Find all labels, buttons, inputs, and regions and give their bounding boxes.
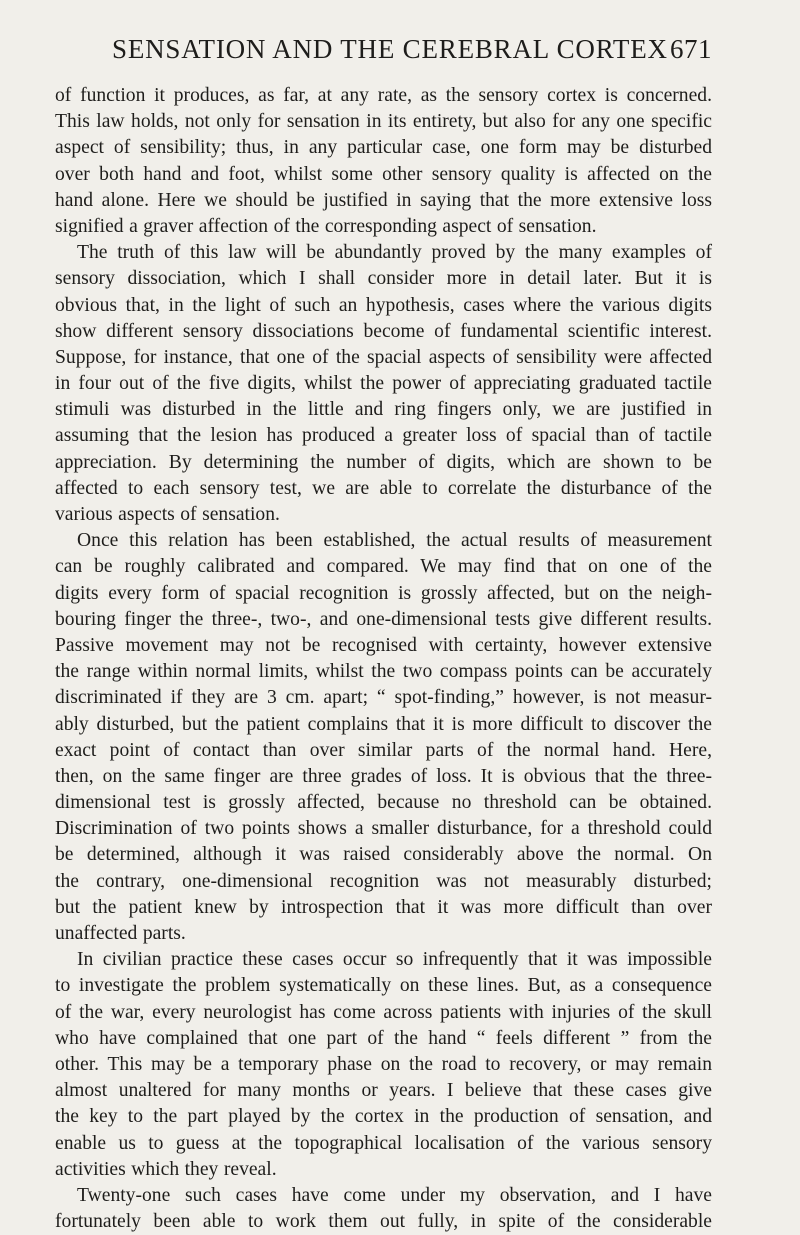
text-line: This law holds, not only for sensation in its entirety, but also for any one specific (55, 111, 712, 133)
text-line: Once this relation has been established, the actual results of measurement (77, 530, 712, 552)
text-line: digits every form of spacial recognition is grossly affected, but on the neigh- (55, 582, 712, 604)
text-line: aspect of sensibility; thus, in any particular case, one form may be disturbed (55, 137, 712, 159)
text-line: affected to each sensory test, we are able to correlate the disturbance of the (55, 477, 712, 499)
text-line: The truth of this law will be abundantly proved by the many examples of (77, 242, 712, 264)
text-line: exact point of contact than over similar parts of the normal hand. Here, (55, 739, 712, 761)
text-line: dimensional test is grossly affected, because no threshold can be obtained. (55, 792, 712, 814)
text-line: unaffected parts. (55, 923, 186, 944)
text-line: then, on the same finger are three grades of loss. It is obvious that the three- (55, 765, 712, 787)
text-line: discriminated if they are 3 cm. apart; “ spot-finding,” however, is not measur- (55, 687, 712, 709)
text-line: be determined, although it was raised considerably above the normal. On (55, 844, 712, 866)
text-line: activities which they reveal. (55, 1158, 277, 1180)
text-line: the range within normal limits, whilst the two compass points can be accurately (55, 661, 712, 683)
running-head (112, 34, 712, 74)
text-line: ably disturbed, but the patient complains that it is more difficult to discover the (55, 713, 712, 735)
text-line: various aspects of sensation. (55, 504, 280, 525)
text-line: assuming that the lesion has produced a greater loss of spacial than of tactile (55, 425, 712, 447)
text-line: over both hand and foot, whilst some other sensory quality is affected on the (55, 163, 712, 185)
text-line: obvious that, in the light of such an hypothesis, cases where the various digits (55, 294, 712, 316)
running-title: SENSATION AND THE CEREBRAL CORTEX (112, 34, 668, 64)
text-line: of function it produces, as far, at any rate, as the sensory cortex is concerned. (55, 85, 712, 106)
text-line: but the patient knew by introspection that it was more difficult than over (55, 896, 712, 918)
text-line: enable us to guess at the topographical localisation of the various sensory (55, 1132, 712, 1154)
text-line: appreciation. By determining the number of digits, which are shown to be (55, 451, 712, 473)
text-line: can be roughly calibrated and compared. We may find that on one of the (55, 556, 712, 578)
text-line: sensory dissociation, which I shall consider more in detail later. But it is (55, 268, 712, 290)
text-line: show different sensory dissociations become of fundamental scientific interest. (55, 320, 712, 342)
text-line: who have complained that one part of the hand “ feels different ” from the (55, 1027, 712, 1049)
text-line: the key to the part played by the cortex in the production of sensation, and (55, 1106, 712, 1128)
text-line: Suppose, for instance, that one of the spacial aspects of sensibility were affected (55, 346, 712, 368)
page-number: 671 (670, 34, 712, 64)
text-line: bouring finger the three-, two-, and one-dimensional tests give different results. (55, 608, 712, 630)
text-line: Discrimination of two points shows a smaller disturbance, for a threshold could (55, 818, 712, 840)
text-line: in four out of the five digits, whilst the power of appreciating graduated tactile (55, 373, 712, 395)
text-line: In civilian practice these cases occur so infrequently that it was impossible (77, 949, 712, 971)
text-line: to investigate the problem systematically on these lines. But, as a consequence (55, 975, 712, 997)
body-text (55, 83, 712, 1235)
text-line: almost unaltered for many months or years. I believe that these cases give (55, 1080, 712, 1102)
text-line: fortunately been able to work them out fully, in spite of the considerable (55, 1211, 712, 1233)
text-line: Passive movement may not be recognised with certainty, however extensive (55, 634, 712, 656)
text-line: hand alone. Here we should be justified in saying that the more extensive loss (55, 189, 712, 211)
text-line: other. This may be a temporary phase on the road to recovery, or may remain (55, 1053, 712, 1075)
text-line: the contrary, one-dimensional recognition was not measurably disturbed; (55, 870, 712, 892)
text-line: of the war, every neurologist has come across patients with injuries of the skull (55, 1001, 712, 1023)
text-line: stimuli was disturbed in the little and ring fingers only, we are justified in (55, 399, 712, 421)
text-line: Twenty-one such cases have come under my observation, and I have (77, 1184, 712, 1206)
text-line: signified a graver affection of the corresponding aspect of sensation. (55, 215, 597, 237)
